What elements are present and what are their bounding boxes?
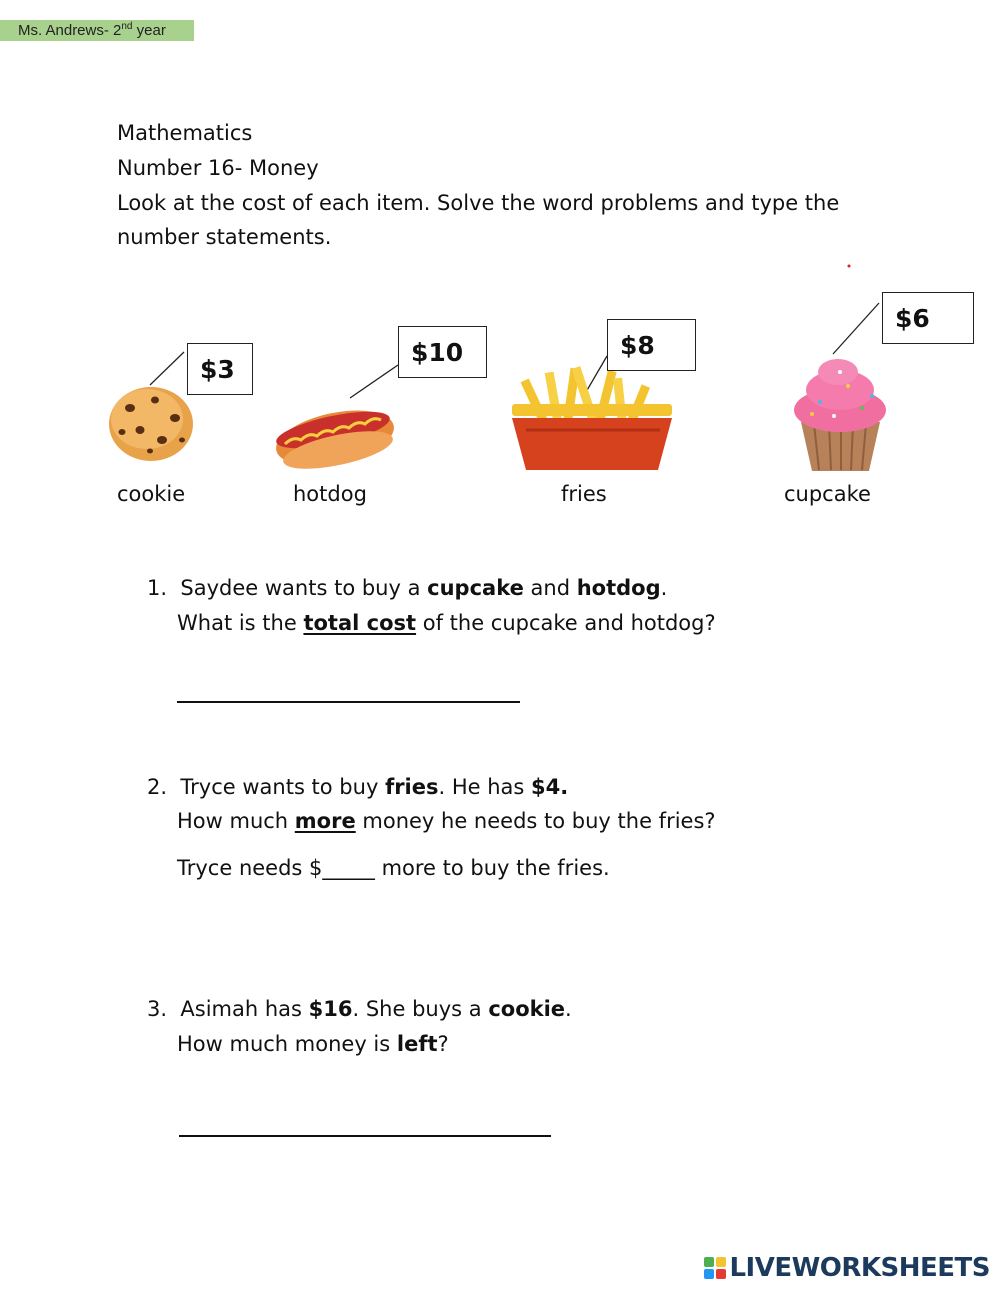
- logo-square-l: [704, 1257, 714, 1267]
- cupcake-connector: [833, 303, 879, 354]
- logo-grid-icon: [704, 1257, 726, 1279]
- cookie-label: cookie: [117, 482, 186, 506]
- food-illustrations: [0, 0, 1000, 520]
- logo-square-i: [716, 1257, 726, 1267]
- instructions-line-1: Look at the cost of each item. Solve the word problems and type the: [117, 191, 840, 215]
- lesson-title: Number 16- Money: [117, 156, 319, 180]
- cookie-connector: [150, 352, 184, 385]
- question-3-line-2: How much money is left?: [177, 1032, 449, 1056]
- question-1-line-2: What is the total cost of the cupcake and hotdog?: [177, 611, 716, 635]
- question-2-line-1: 2. Tryce wants to buy fries. He has $4.: [147, 775, 569, 799]
- cookie-price-box: $3: [187, 343, 253, 395]
- answer-1-field[interactable]: [177, 701, 520, 703]
- cookie-icon: [109, 387, 193, 461]
- teacher-tag: Ms. Andrews- 2nd year: [0, 20, 194, 41]
- subject-title: Mathematics: [117, 121, 253, 145]
- answer-3-field[interactable]: [179, 1135, 551, 1137]
- question-1-line-1: 1. Saydee wants to buy a cupcake and hotdog.: [147, 576, 668, 600]
- hotdog-label: hotdog: [293, 482, 367, 506]
- fries-price-box: $8: [607, 319, 696, 371]
- red-dot: [848, 265, 851, 268]
- instructions-line-2: number statements.: [117, 225, 332, 249]
- question-3-line-1: 3. Asimah has $16. She buys a cookie.: [147, 997, 572, 1021]
- hotdog-connector: [350, 365, 398, 398]
- cupcake-label: cupcake: [784, 482, 871, 506]
- question-2-line-2: How much more money he needs to buy the fries?: [177, 809, 716, 833]
- logo-square-e: [716, 1269, 726, 1279]
- logo-text: LIVEWORKSHEETS: [729, 1253, 990, 1283]
- logo-square-v: [704, 1269, 714, 1279]
- hotdog-price-box: $10: [398, 326, 487, 378]
- question-2-line-3: Tryce needs $_____ more to buy the fries.: [177, 856, 610, 880]
- liveworksheets-logo: [704, 1253, 990, 1283]
- hotdog-icon: [271, 401, 399, 476]
- cupcake-icon: [794, 359, 886, 471]
- answer-2-field[interactable]: _____: [322, 856, 375, 880]
- fries-label: fries: [561, 482, 607, 506]
- cupcake-price-box: $6: [882, 292, 974, 344]
